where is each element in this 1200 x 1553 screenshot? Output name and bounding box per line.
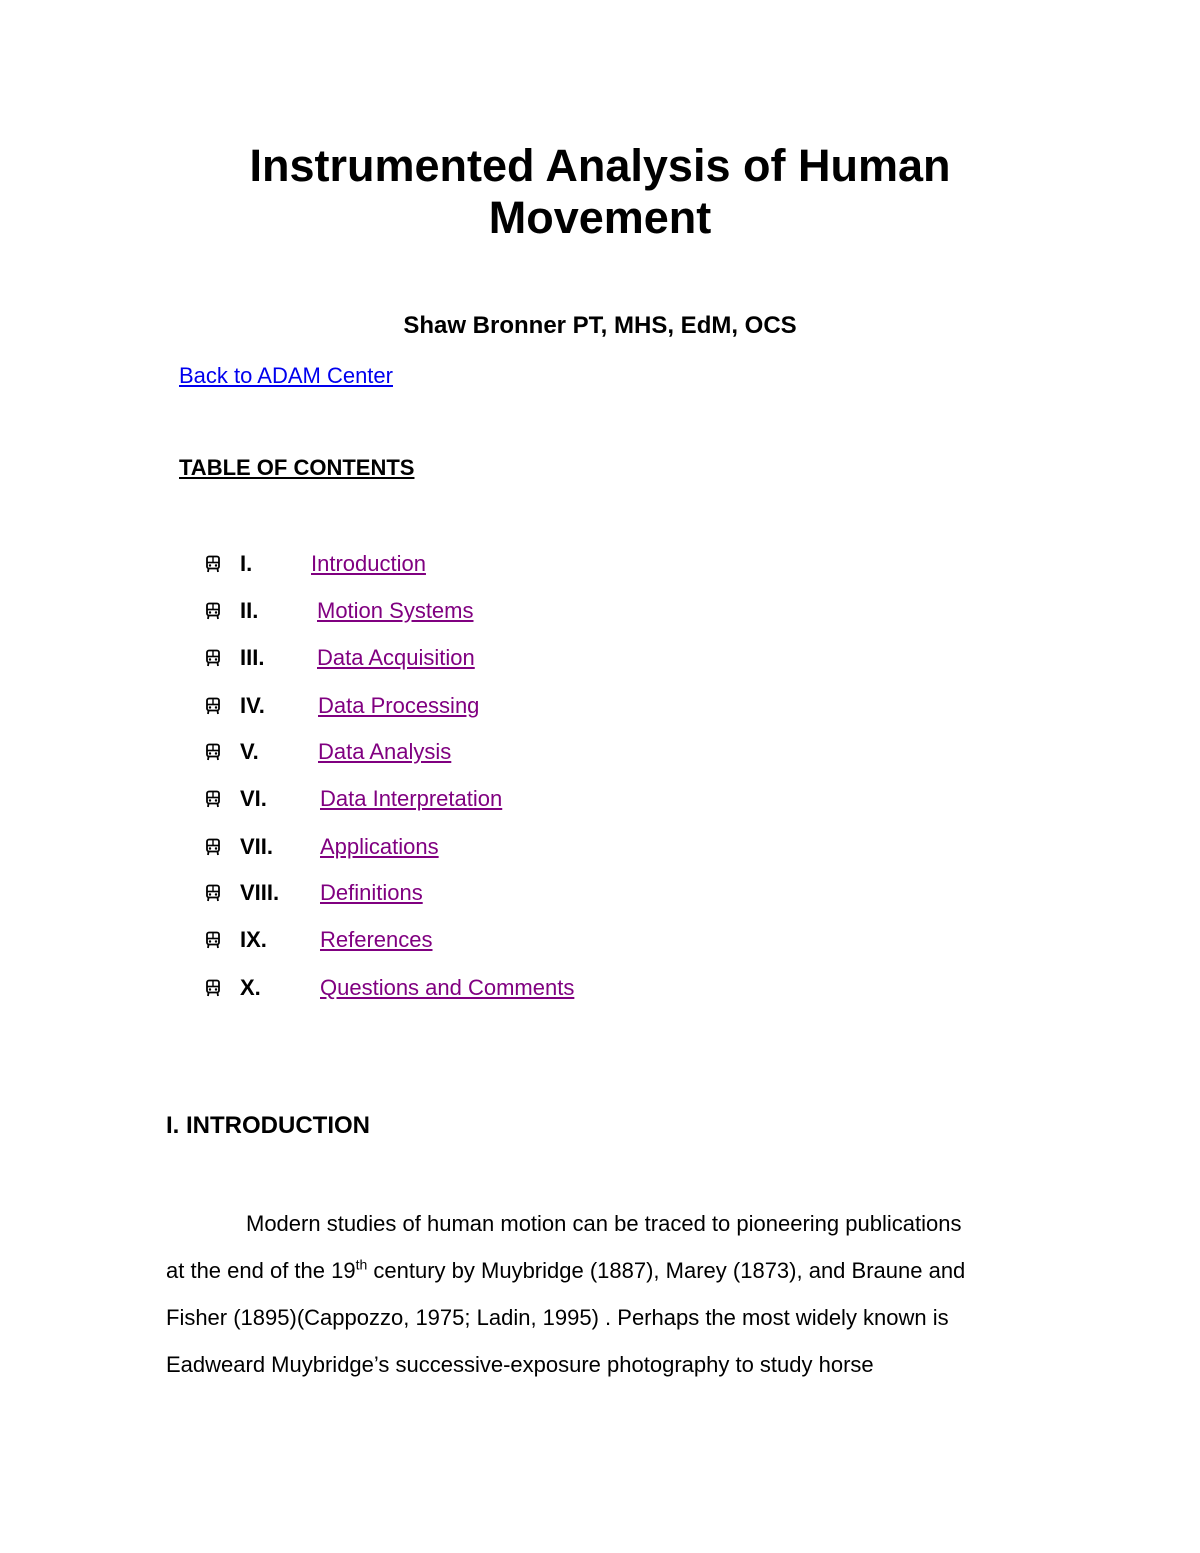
toc-number: II. <box>240 598 259 623</box>
bus-icon <box>204 790 222 808</box>
paragraph-line-1-text: Modern studies of human motion can be traced to pioneering publications <box>246 1211 962 1236</box>
toc-heading: TABLE OF CONTENTS <box>179 455 415 480</box>
title-line-1: Instrumented Analysis of Human <box>249 140 951 191</box>
bus-icon <box>204 838 222 856</box>
paragraph-line: Fisher (1895)(Cappozzo, 1975; Ladin, 1995) . Perhaps the most widely known is <box>166 1305 949 1330</box>
bus-icon <box>204 979 222 997</box>
toc-item-motion-systems <box>0 596 1200 626</box>
toc-link-references[interactable]: References <box>320 927 433 952</box>
toc-item-references <box>0 925 1200 955</box>
toc-link-data-interpretation[interactable]: Data Interpretation <box>320 786 503 811</box>
toc-item-applications <box>0 832 1200 862</box>
toc-number: III. <box>240 645 265 670</box>
toc-link-questions-and-comments[interactable]: Questions and Comments <box>320 975 575 1000</box>
paragraph-line <box>166 1200 1036 1247</box>
toc-number: I. <box>240 551 253 576</box>
toc-number: VII. <box>240 834 274 859</box>
author-line: Shaw Bronner PT, MHS, EdM, OCS <box>403 312 797 339</box>
bus-icon <box>204 649 222 667</box>
toc-item-introduction <box>0 549 1200 579</box>
toc-item-data-interpretation <box>0 784 1200 814</box>
toc-item-definitions <box>0 878 1200 908</box>
paragraph-line-2a-text: at the end of the 19 <box>166 1258 356 1283</box>
toc-item-data-acquisition <box>0 643 1200 673</box>
toc-link-introduction[interactable]: Introduction <box>311 551 426 576</box>
toc-item-questions-and-comments <box>0 973 1200 1003</box>
toc-number: V. <box>240 739 259 764</box>
document-title <box>0 140 1200 244</box>
toc-link-motion-systems[interactable]: Motion Systems <box>317 598 474 623</box>
toc-link-applications[interactable]: Applications <box>320 834 439 859</box>
toc-number: IX. <box>240 927 267 952</box>
bus-icon <box>204 555 222 573</box>
toc-item-data-processing <box>0 691 1200 721</box>
toc-number: IV. <box>240 693 265 718</box>
paragraph-line-2b-text: century by Muybridge (1887), Marey (1873), and Braune and <box>367 1258 966 1283</box>
bus-icon <box>204 697 222 715</box>
toc-link-data-acquisition[interactable]: Data Acquisition <box>317 645 475 670</box>
bus-icon <box>204 931 222 949</box>
toc-number: VIII. <box>240 880 280 905</box>
title-line-2: Movement <box>488 192 712 243</box>
paragraph-line: Eadweard Muybridge’s successive-exposure photography to study horse <box>166 1352 874 1377</box>
toc-link-definitions[interactable]: Definitions <box>320 880 423 905</box>
bus-icon <box>204 743 222 761</box>
ordinal-superscript: th <box>355 1256 368 1273</box>
toc-number: X. <box>240 975 261 1000</box>
toc-link-data-processing[interactable]: Data Processing <box>318 693 480 718</box>
toc-number: VI. <box>240 786 267 811</box>
bus-icon <box>204 884 222 902</box>
introduction-paragraph <box>166 1200 1036 1388</box>
back-to-adam-center-link[interactable]: Back to ADAM Center <box>179 363 393 388</box>
bus-icon <box>204 602 222 620</box>
toc-item-data-analysis <box>0 737 1200 767</box>
toc-link-data-analysis[interactable]: Data Analysis <box>318 739 452 764</box>
section-heading-introduction: I. INTRODUCTION <box>166 1112 370 1139</box>
paragraph-line <box>166 1247 1036 1294</box>
